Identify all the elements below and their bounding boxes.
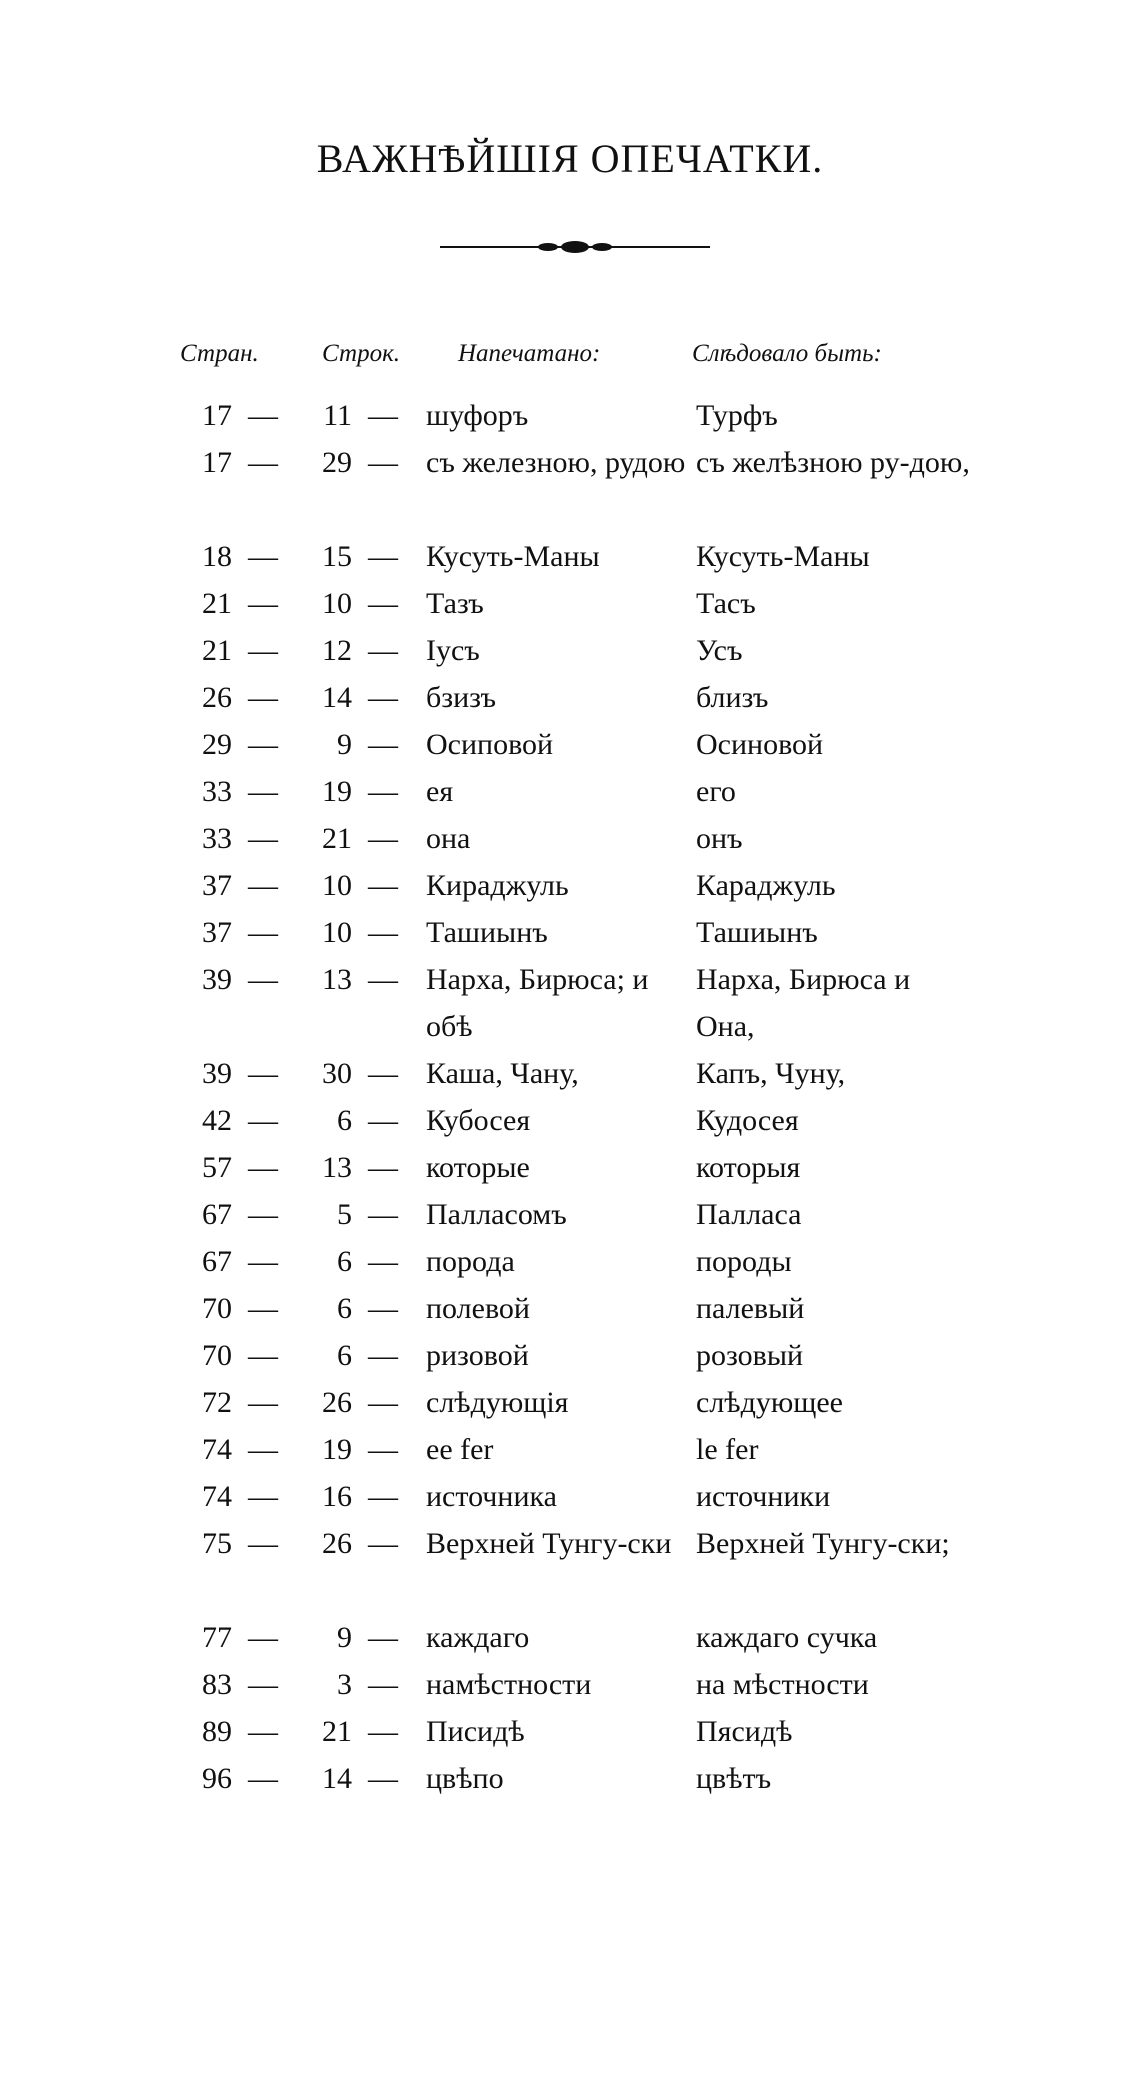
dash-separator: —	[368, 446, 398, 479]
errata-row	[0, 1332, 1140, 1379]
dash-separator: —	[248, 540, 278, 573]
errata-printed: порода	[426, 1245, 515, 1278]
dash-separator: —	[248, 1715, 278, 1748]
errata-row	[0, 1238, 1140, 1285]
dash-separator: —	[368, 1386, 398, 1419]
errata-line: 16	[322, 1480, 352, 1513]
errata-row	[0, 1708, 1140, 1755]
errata-line: 10	[322, 587, 352, 620]
errata-should-be: каждаго сучка	[696, 1621, 878, 1654]
dash-separator: —	[248, 1292, 278, 1325]
errata-line: 21	[322, 822, 352, 855]
errata-should-be: розовый	[696, 1339, 804, 1372]
dash-separator: —	[248, 1762, 278, 1795]
errata-printed: Осиповой	[426, 728, 554, 761]
errata-line: 5	[337, 1198, 352, 1231]
errata-row	[0, 1520, 1140, 1614]
header-page: Стран.	[180, 340, 259, 367]
errata-row	[0, 533, 1140, 580]
errata-line: 6	[337, 1292, 352, 1325]
dash-separator: —	[248, 1668, 278, 1701]
errata-printed: Кубосея	[426, 1104, 531, 1137]
errata-should-be: le fer	[696, 1433, 759, 1466]
errata-row	[0, 392, 1140, 439]
dash-separator: —	[368, 1480, 398, 1513]
dash-separator: —	[248, 1386, 278, 1419]
errata-should-be: Тасъ	[696, 587, 756, 620]
errata-line: 6	[337, 1339, 352, 1372]
errata-row	[0, 1379, 1140, 1426]
errata-page: 75	[202, 1527, 232, 1560]
errata-page: 39	[202, 1057, 232, 1090]
dash-separator: —	[248, 1057, 278, 1090]
errata-should-be: его	[696, 775, 736, 808]
errata-line: 10	[322, 869, 352, 902]
header-line: Строк.	[322, 340, 401, 367]
errata-should-be: на мѣстности	[696, 1668, 869, 1701]
dash-separator: —	[368, 916, 398, 949]
errata-page: 37	[202, 916, 232, 949]
errata-row	[0, 1144, 1140, 1191]
errata-printed: каждаго	[426, 1621, 530, 1654]
errata-printed: съ железною, рудою	[426, 446, 686, 479]
errata-row	[0, 627, 1140, 674]
errata-table	[0, 392, 1140, 1802]
header-printed: Напечатано:	[458, 340, 601, 367]
errata-printed: Кусуть-Маны	[426, 540, 600, 573]
errata-printed: полевой	[426, 1292, 530, 1325]
dash-separator: —	[248, 869, 278, 902]
dash-separator: —	[368, 1245, 398, 1278]
errata-should-be: Осиновой	[696, 728, 824, 761]
errata-should-be: Караджуль	[696, 869, 836, 902]
dash-separator: —	[248, 1104, 278, 1137]
errata-row	[0, 674, 1140, 721]
errata-line: 12	[322, 634, 352, 667]
errata-printed: цвѣпо	[426, 1762, 504, 1795]
errata-page: 70	[202, 1292, 232, 1325]
errata-should-be: съ желѣзною ру-дою,	[696, 446, 970, 479]
errata-row	[0, 1191, 1140, 1238]
errata-line: 10	[322, 916, 352, 949]
dash-separator: —	[248, 916, 278, 949]
errata-row	[0, 1050, 1140, 1097]
errata-page: 29	[202, 728, 232, 761]
dash-separator: —	[368, 634, 398, 667]
errata-row	[0, 862, 1140, 909]
errata-line: 6	[337, 1104, 352, 1137]
dash-separator: —	[368, 1621, 398, 1654]
errata-line: 13	[322, 1151, 352, 1184]
errata-row	[0, 1426, 1140, 1473]
dash-separator: —	[248, 1527, 278, 1560]
errata-page: 39	[202, 963, 232, 996]
errata-line: 21	[322, 1715, 352, 1748]
dash-separator: —	[368, 681, 398, 714]
dash-separator: —	[248, 963, 278, 996]
errata-printed: она	[426, 822, 471, 855]
dash-separator: —	[368, 1151, 398, 1184]
dash-separator: —	[368, 775, 398, 808]
errata-row	[0, 815, 1140, 862]
dash-separator: —	[248, 728, 278, 761]
dash-separator: —	[368, 1104, 398, 1137]
errata-row	[0, 1285, 1140, 1332]
dash-separator: —	[368, 822, 398, 855]
dash-separator: —	[368, 1057, 398, 1090]
errata-line: 26	[322, 1386, 352, 1419]
dash-separator: —	[248, 822, 278, 855]
dash-separator: —	[248, 634, 278, 667]
errata-should-be: Турфъ	[696, 399, 778, 432]
errata-should-be: близъ	[696, 681, 769, 714]
errata-page: 37	[202, 869, 232, 902]
errata-printed: Ташиынъ	[426, 916, 548, 949]
column-headers	[0, 340, 1140, 380]
dash-separator: —	[248, 446, 278, 479]
errata-line: 11	[323, 399, 352, 432]
errata-line: 3	[337, 1668, 352, 1701]
dash-separator: —	[368, 1198, 398, 1231]
dash-separator: —	[248, 1198, 278, 1231]
errata-line: 14	[322, 681, 352, 714]
header-should-be: Слѣдовало быть:	[692, 340, 882, 367]
errata-row	[0, 721, 1140, 768]
errata-page: 74	[202, 1480, 232, 1513]
errata-printed: намѣстности	[426, 1668, 592, 1701]
errata-page: 70	[202, 1339, 232, 1372]
dash-separator: —	[248, 775, 278, 808]
dash-separator: —	[368, 1433, 398, 1466]
errata-should-be: слѣдующее	[696, 1386, 843, 1419]
errata-printed: ея	[426, 775, 454, 808]
errata-row	[0, 439, 1140, 533]
errata-printed: Каша, Чану,	[426, 1057, 579, 1090]
dash-separator: —	[248, 587, 278, 620]
errata-page: 77	[202, 1621, 232, 1654]
errata-page: 26	[202, 681, 232, 714]
errata-line: 29	[322, 446, 352, 479]
errata-printed: бзизъ	[426, 681, 497, 714]
dash-separator: —	[368, 540, 398, 573]
errata-line: 15	[322, 540, 352, 573]
dash-separator: —	[368, 587, 398, 620]
errata-page: 17	[202, 446, 232, 479]
errata-printed: Кираджуль	[426, 869, 569, 902]
errata-row	[0, 956, 1140, 1050]
errata-line: 6	[337, 1245, 352, 1278]
dash-separator: —	[248, 1339, 278, 1372]
errata-page: 67	[202, 1245, 232, 1278]
errata-line: 14	[322, 1762, 352, 1795]
errata-line: 26	[322, 1527, 352, 1560]
dash-separator: —	[368, 1668, 398, 1701]
dash-separator: —	[248, 1245, 278, 1278]
errata-page: 57	[202, 1151, 232, 1184]
errata-printed: источника	[426, 1480, 557, 1513]
dash-separator: —	[368, 1762, 398, 1795]
errata-should-be: породы	[696, 1245, 792, 1278]
errata-line: 13	[322, 963, 352, 996]
errata-line: 9	[337, 1621, 352, 1654]
dash-separator: —	[248, 681, 278, 714]
dash-separator: —	[248, 1151, 278, 1184]
errata-printed: Писидѣ	[426, 1715, 525, 1748]
dash-separator: —	[248, 1621, 278, 1654]
dash-separator: —	[368, 869, 398, 902]
dash-separator: —	[368, 1715, 398, 1748]
errata-line: 19	[322, 1433, 352, 1466]
errata-row	[0, 580, 1140, 627]
errata-printed: Тазъ	[426, 587, 484, 620]
errata-row	[0, 1661, 1140, 1708]
errata-printed: которые	[426, 1151, 530, 1184]
errata-row	[0, 1614, 1140, 1661]
ornament-divider	[440, 232, 710, 262]
errata-page: 67	[202, 1198, 232, 1231]
errata-should-be: Нарха, Бирюса и Она,	[696, 963, 911, 1043]
dash-separator: —	[368, 963, 398, 996]
errata-page: 89	[202, 1715, 232, 1748]
errata-page: 83	[202, 1668, 232, 1701]
dash-separator: —	[248, 1480, 278, 1513]
errata-should-be: которыя	[696, 1151, 801, 1184]
errata-should-be: Кудосея	[696, 1104, 799, 1137]
errata-page: 17	[202, 399, 232, 432]
errata-should-be: Верхней Тунгу-ски;	[696, 1527, 950, 1560]
dash-separator: —	[368, 1339, 398, 1372]
errata-line: 9	[337, 728, 352, 761]
errata-page: 74	[202, 1433, 232, 1466]
errata-line: 30	[322, 1057, 352, 1090]
errata-printed: ризовой	[426, 1339, 529, 1372]
errata-row	[0, 1755, 1140, 1802]
errata-should-be: источники	[696, 1480, 831, 1513]
errata-row	[0, 768, 1140, 815]
errata-printed: Верхней Тунгу-ски	[426, 1527, 672, 1560]
errata-printed: Палласомъ	[426, 1198, 567, 1231]
errata-should-be: палевый	[696, 1292, 805, 1325]
errata-should-be: цвѣтъ	[696, 1762, 772, 1795]
errata-printed: шуфоръ	[426, 399, 529, 432]
errata-page: 21	[202, 634, 232, 667]
errata-row	[0, 909, 1140, 956]
errata-page: 42	[202, 1104, 232, 1137]
errata-should-be: Палласа	[696, 1198, 802, 1231]
errata-printed: Іусъ	[426, 634, 480, 667]
dash-separator: —	[248, 399, 278, 432]
errata-row	[0, 1473, 1140, 1520]
errata-page: 72	[202, 1386, 232, 1419]
errata-page: 33	[202, 822, 232, 855]
dash-separator: —	[368, 1292, 398, 1325]
dash-separator: —	[368, 728, 398, 761]
errata-printed: Нарха, Бирюса; и обѣ	[426, 963, 649, 1043]
errata-printed: слѣдующія	[426, 1386, 569, 1419]
errata-should-be: Усъ	[696, 634, 743, 667]
errata-should-be: Ташиынъ	[696, 916, 818, 949]
errata-row	[0, 1097, 1140, 1144]
errata-printed: ee fer	[426, 1433, 494, 1466]
dash-separator: —	[248, 1433, 278, 1466]
dash-separator: —	[368, 1527, 398, 1560]
errata-should-be: онъ	[696, 822, 743, 855]
page-title: ВАЖНѢЙШІЯ ОПЕЧАТКИ.	[316, 136, 824, 181]
errata-page: 96	[202, 1762, 232, 1795]
errata-page: 18	[202, 540, 232, 573]
errata-line: 19	[322, 775, 352, 808]
errata-page: 33	[202, 775, 232, 808]
errata-page: 21	[202, 587, 232, 620]
errata-should-be: Кусуть-Маны	[696, 540, 870, 573]
errata-should-be: Пясидѣ	[696, 1715, 793, 1748]
errata-should-be: Капъ, Чуну,	[696, 1057, 846, 1090]
dash-separator: —	[368, 399, 398, 432]
